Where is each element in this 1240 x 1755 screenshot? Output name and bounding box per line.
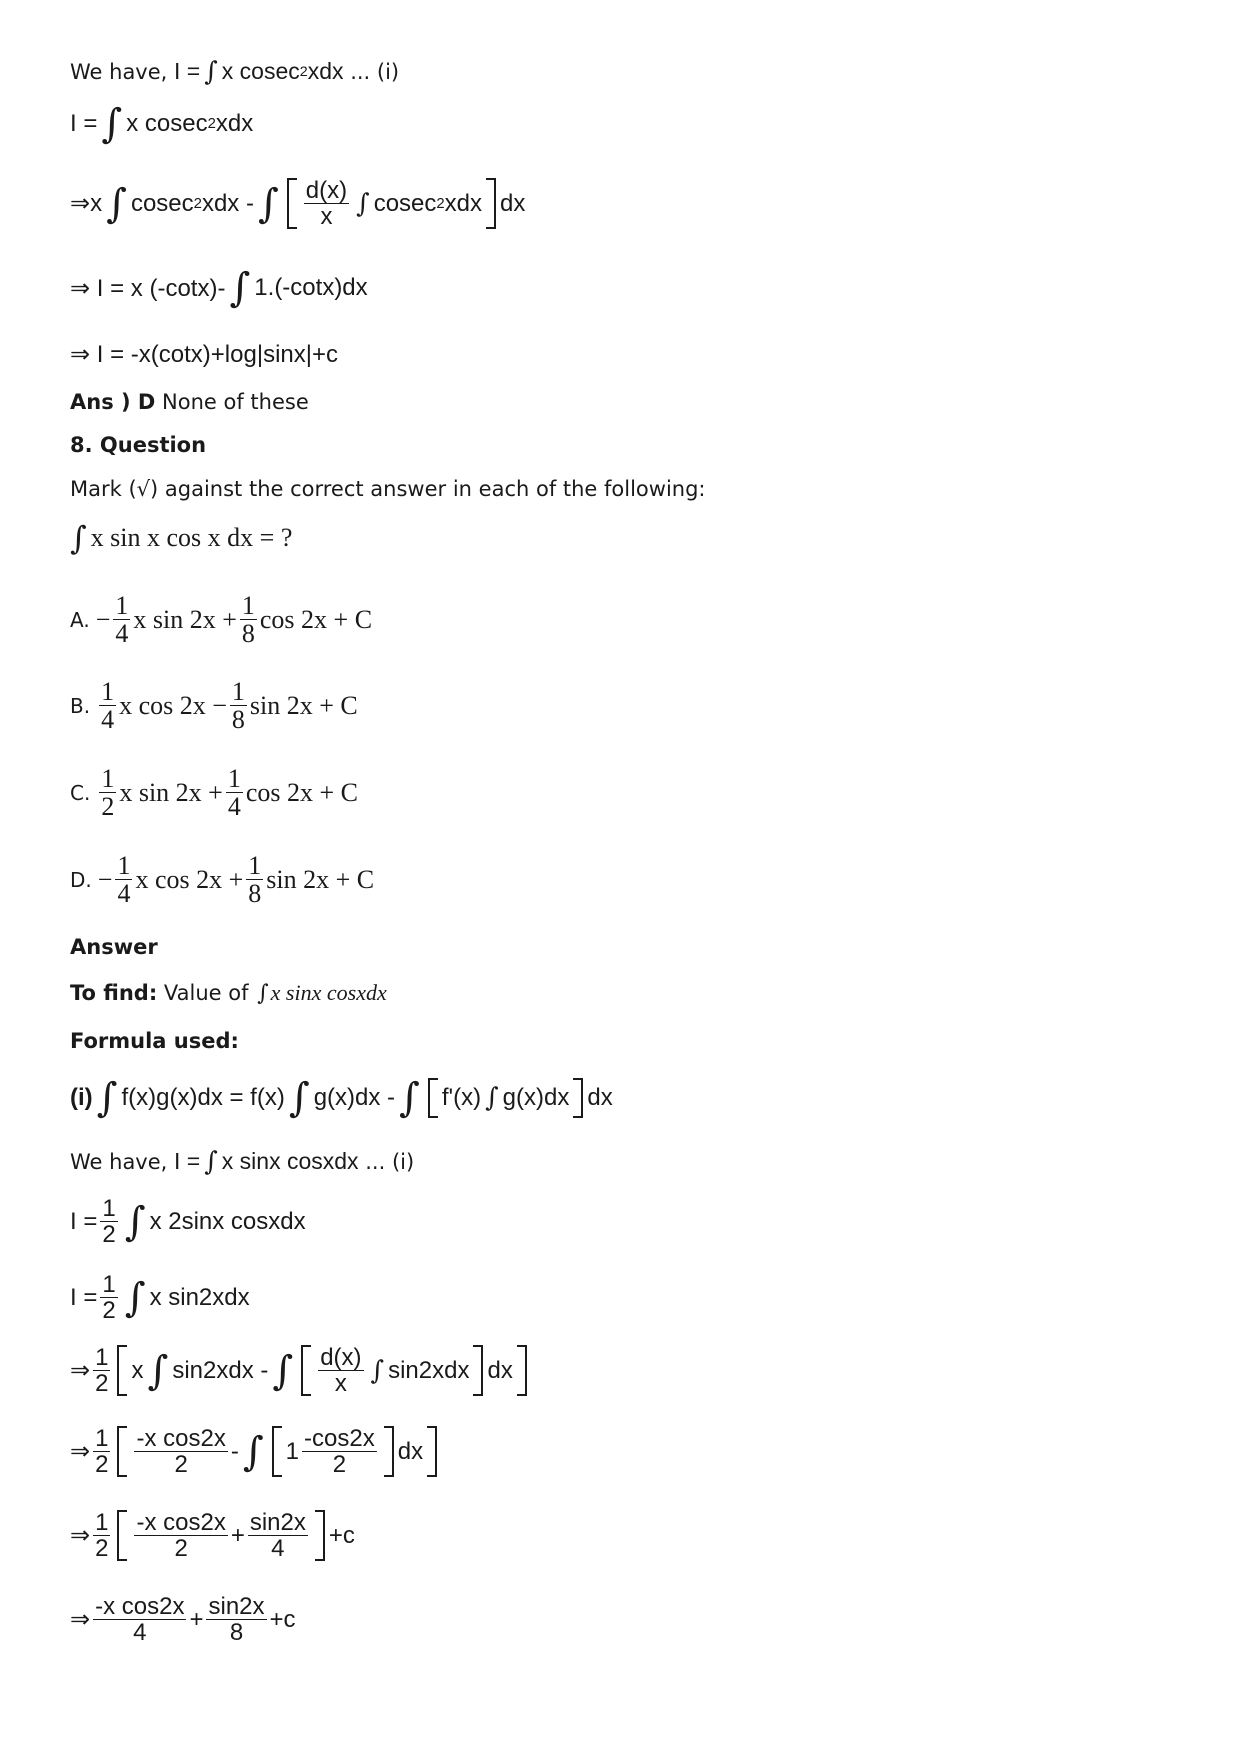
fraction xyxy=(115,852,132,908)
s5-plus: + xyxy=(230,1521,245,1549)
s3-a: sin2xdx - xyxy=(172,1356,269,1384)
fraction-denominator: 2 xyxy=(95,1370,109,1398)
step2-int2: cosec xyxy=(373,189,437,217)
fraction xyxy=(113,592,130,648)
s5-constant: +c xyxy=(328,1521,355,1549)
answer-text: None of these xyxy=(162,390,309,414)
fraction xyxy=(230,678,247,734)
fraction xyxy=(240,592,257,648)
fraction-denominator: 2 xyxy=(95,1451,109,1479)
fraction-denominator: 2 xyxy=(102,1297,116,1325)
option-a xyxy=(70,592,372,648)
option-b xyxy=(70,678,358,734)
fraction-numerator: sin2x xyxy=(208,1593,265,1620)
intro2-integrand: x sinx cosxdx xyxy=(221,1148,359,1174)
fraction-numerator: -cos2x xyxy=(304,1425,375,1452)
to-find-text: Value of xyxy=(163,981,249,1005)
fraction-denominator: 8 xyxy=(229,1619,244,1647)
option-term2: sin 2x + C xyxy=(249,690,358,720)
fraction-numerator: 1 xyxy=(115,591,129,620)
fraction-denominator: 4 xyxy=(117,879,131,909)
option-label: C. xyxy=(70,780,91,805)
step2-tail1: xdx - xyxy=(201,189,254,217)
integral-sign: ∫ xyxy=(229,265,251,311)
integral-sign: ∫ xyxy=(272,1347,294,1394)
fraction-numerator: d(x) xyxy=(320,1344,362,1371)
integral-sign: ∫ xyxy=(70,519,87,557)
option-term2: cos 2x + C xyxy=(245,777,359,807)
option-label: D. xyxy=(70,867,92,892)
step2-sup: 2 xyxy=(193,195,202,212)
fraction-denominator: x xyxy=(334,1370,347,1398)
intro-line-1 xyxy=(70,58,399,85)
step2-int1: cosec xyxy=(130,189,194,217)
step2-dx: dx xyxy=(500,189,526,217)
fraction xyxy=(93,1510,110,1561)
solution-step-6 xyxy=(70,1594,296,1645)
left-bracket xyxy=(117,1345,127,1396)
solution-step-5 xyxy=(70,1510,355,1561)
integral-sign: ∫ xyxy=(101,101,123,147)
fraction-numerator: -x cos2x xyxy=(95,1593,185,1620)
right-bracket xyxy=(427,1426,437,1477)
step2-tail2: xdx xyxy=(444,189,483,217)
fraction-numerator: 1 xyxy=(231,677,245,706)
step1-integrand: x cosec xyxy=(126,110,208,137)
fraction xyxy=(93,1426,110,1477)
s3-b: sin2xdx xyxy=(388,1356,470,1384)
step-2 xyxy=(70,178,525,229)
step4-text: ⇒ I = -x(cotx)+log|sinx|+c xyxy=(70,341,338,368)
option-term1: x cos 2x + xyxy=(135,864,244,894)
intro2-lhs: I = xyxy=(174,1148,201,1174)
answer-7 xyxy=(70,390,309,414)
right-bracket xyxy=(486,178,496,229)
equation-label: ... (i) xyxy=(350,60,400,84)
intro-line-2 xyxy=(70,1148,414,1175)
left-bracket xyxy=(117,1510,127,1561)
fraction xyxy=(93,1345,110,1396)
s6-plus: + xyxy=(189,1605,204,1633)
right-bracket xyxy=(517,1345,527,1396)
formula-part-b: g(x)dx - xyxy=(313,1084,396,1111)
formula xyxy=(70,1075,613,1121)
formula-label: (i) xyxy=(70,1084,93,1111)
option-sign: − xyxy=(95,604,111,634)
to-find-expr: x sinx cosxdx xyxy=(270,980,387,1005)
implies-arrow: ⇒ xyxy=(70,1357,91,1385)
integral-sign: ∫ xyxy=(257,981,269,1006)
formula-dx: dx xyxy=(587,1084,613,1111)
option-d xyxy=(70,852,374,908)
option-label: B. xyxy=(70,693,91,718)
answer-label: Ans ) D xyxy=(70,390,156,414)
integral-sign: ∫ xyxy=(370,1355,385,1386)
formula-heading: Formula used: xyxy=(70,1029,239,1053)
integral-sign: ∫ xyxy=(124,1198,146,1245)
option-term1: x sin 2x + xyxy=(119,777,223,807)
integral-sign: ∫ xyxy=(257,180,279,227)
integral-sign: ∫ xyxy=(242,1428,264,1475)
fraction xyxy=(304,178,349,229)
s6-constant: +c xyxy=(269,1605,296,1633)
to-find-label: To find: xyxy=(70,981,158,1005)
question-heading: 8. Question xyxy=(70,433,207,457)
s4-dx: dx xyxy=(397,1437,424,1465)
fraction-numerator: -x cos2x xyxy=(136,1425,226,1452)
solution-step-4 xyxy=(70,1426,441,1477)
fraction xyxy=(93,1594,186,1645)
s4-minus: - xyxy=(230,1437,239,1465)
fraction-denominator: 8 xyxy=(231,705,245,735)
fraction-numerator: d(x) xyxy=(305,177,348,204)
option-sign: − xyxy=(97,864,113,894)
fraction-denominator: 2 xyxy=(102,1221,116,1249)
step1-lhs: I = xyxy=(70,110,98,137)
option-term1: x sin 2x + xyxy=(133,604,237,634)
intro-equation xyxy=(174,58,343,85)
right-bracket xyxy=(473,1345,483,1396)
left-bracket xyxy=(301,1345,311,1396)
fraction-numerator: 1 xyxy=(95,1509,109,1536)
step-4 xyxy=(70,340,338,369)
fraction xyxy=(318,1345,363,1396)
integral-sign: ∫ xyxy=(356,188,370,219)
step2-x: x xyxy=(90,189,103,217)
integral-sign: ∫ xyxy=(204,56,218,87)
fraction-denominator: x xyxy=(320,203,333,231)
option-c xyxy=(70,765,358,821)
fraction xyxy=(99,765,116,821)
answer-heading: Answer xyxy=(70,935,158,959)
step-1 xyxy=(70,101,254,147)
formula-part-d: g(x)dx xyxy=(502,1084,570,1111)
option-label: A. xyxy=(70,607,90,632)
fraction xyxy=(302,1426,377,1477)
intro2-prefix: We have, xyxy=(70,1150,168,1174)
fraction-numerator: 1 xyxy=(101,764,115,793)
fraction-numerator: sin2x xyxy=(249,1509,306,1536)
fraction-denominator: 2 xyxy=(101,792,115,822)
s1-integrand: x 2sinx cosxdx xyxy=(149,1207,306,1235)
fraction-numerator: 1 xyxy=(248,851,262,880)
right-bracket xyxy=(384,1426,394,1477)
intro-lhs: I = xyxy=(174,58,201,84)
step1-sup: 2 xyxy=(207,116,216,132)
fraction-numerator: 1 xyxy=(102,1271,116,1298)
right-bracket xyxy=(315,1510,325,1561)
fraction-denominator: 2 xyxy=(95,1535,109,1563)
equation-label: ... (i) xyxy=(365,1150,415,1174)
fraction-denominator: 2 xyxy=(174,1451,188,1479)
fraction-denominator: 4 xyxy=(133,1619,147,1647)
fraction xyxy=(100,1196,117,1247)
integral-sign: ∫ xyxy=(485,1083,499,1113)
fraction xyxy=(246,852,263,908)
intro-sup: 2 xyxy=(299,63,308,80)
formula-part-a: f(x)g(x)dx = f(x) xyxy=(121,1084,285,1111)
implies-arrow: ⇒ xyxy=(70,1606,91,1634)
step3-rest: 1.(-cotx)dx xyxy=(254,274,368,301)
to-find xyxy=(70,980,387,1006)
s4-one: 1 xyxy=(285,1437,300,1465)
step2-sup: 2 xyxy=(436,195,445,212)
step1-tail: xdx xyxy=(215,110,254,137)
fraction-denominator: 8 xyxy=(241,619,255,649)
s3-dx: dx xyxy=(487,1356,513,1384)
implies-arrow: ⇒ xyxy=(70,1522,91,1550)
intro-prefix: We have, xyxy=(70,60,168,84)
integral-sign: ∫ xyxy=(399,1075,420,1121)
step-3 xyxy=(70,265,368,311)
fraction xyxy=(134,1426,227,1477)
left-bracket xyxy=(272,1426,282,1477)
left-bracket xyxy=(287,178,297,229)
fraction xyxy=(100,1272,117,1323)
option-term2: cos 2x + C xyxy=(259,604,373,634)
solution-step-2 xyxy=(70,1272,250,1323)
implies-arrow: ⇒ xyxy=(70,190,91,218)
fraction-denominator: 4 xyxy=(271,1535,285,1563)
fraction-numerator: 1 xyxy=(241,591,255,620)
s2-integrand: x sin2xdx xyxy=(149,1283,250,1311)
implies-arrow: ⇒ xyxy=(70,1438,91,1466)
question-expression xyxy=(70,519,293,557)
fraction-numerator: 1 xyxy=(95,1425,109,1452)
left-bracket xyxy=(117,1426,127,1477)
fraction xyxy=(226,765,243,821)
fraction-denominator: 4 xyxy=(115,619,129,649)
fraction-numerator: 1 xyxy=(102,1195,116,1222)
integral-sign: ∫ xyxy=(288,1075,310,1121)
fraction-denominator: 2 xyxy=(332,1451,347,1479)
fraction-numerator: -x cos2x xyxy=(136,1509,226,1536)
fraction-numerator: 1 xyxy=(227,764,241,793)
s1-lhs: I = xyxy=(70,1207,98,1235)
intro-integrand: x cosec xyxy=(221,58,300,84)
fraction-numerator: 1 xyxy=(117,851,131,880)
formula-part-c: f'(x) xyxy=(441,1084,482,1111)
intro2-equation xyxy=(174,1148,359,1175)
integral-sign: ∫ xyxy=(204,1146,218,1177)
step3-lhs: ⇒ I = x (-cotx)- xyxy=(70,274,226,302)
s2-lhs: I = xyxy=(70,1283,98,1311)
right-bracket xyxy=(573,1078,583,1118)
fraction-denominator: 8 xyxy=(248,879,262,909)
solution-step-1 xyxy=(70,1196,306,1247)
fraction xyxy=(134,1510,227,1561)
fraction-denominator: 4 xyxy=(227,792,241,822)
fraction-numerator: 1 xyxy=(95,1344,109,1371)
fraction xyxy=(248,1510,308,1561)
solution-step-3 xyxy=(70,1345,531,1396)
option-term1: x cos 2x − xyxy=(119,690,227,720)
question-expr: x sin x cos x dx = ? xyxy=(90,523,293,552)
fraction-denominator: 2 xyxy=(174,1535,188,1563)
s3-x: x xyxy=(131,1356,144,1384)
intro-tail: xdx xyxy=(307,58,344,84)
left-bracket xyxy=(428,1078,438,1118)
question-instruction: Mark (√) against the correct answer in each of the following: xyxy=(70,477,706,501)
fraction xyxy=(206,1594,266,1645)
fraction-denominator: 4 xyxy=(101,705,115,735)
option-term2: sin 2x + C xyxy=(266,864,375,894)
integral-sign: ∫ xyxy=(124,1274,146,1321)
integral-sign: ∫ xyxy=(96,1075,118,1121)
integral-sign: ∫ xyxy=(106,180,127,227)
integral-sign: ∫ xyxy=(147,1347,169,1394)
fraction-numerator: 1 xyxy=(101,677,115,706)
fraction xyxy=(99,678,116,734)
